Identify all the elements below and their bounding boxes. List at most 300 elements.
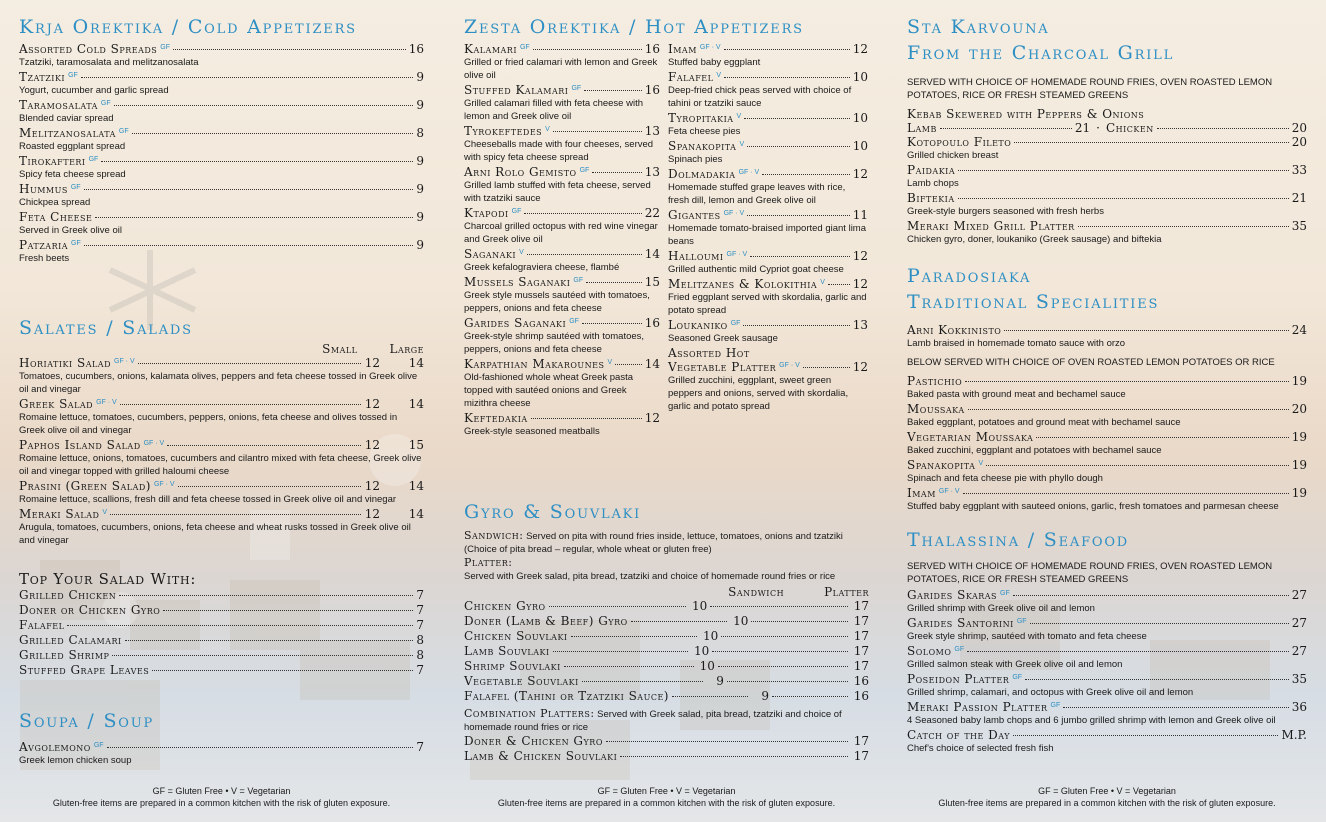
sandwich-header: Sandwich bbox=[728, 585, 785, 599]
item-name: Avgolemono bbox=[19, 740, 91, 754]
menu-item bbox=[668, 346, 868, 413]
item-price: 10 bbox=[852, 139, 868, 153]
item-price: 14 bbox=[644, 357, 660, 371]
leader bbox=[112, 655, 413, 656]
menu-item bbox=[19, 98, 424, 125]
footer-right bbox=[907, 785, 1307, 809]
traditional-section bbox=[907, 263, 1307, 514]
item-name: Stuffed Kalamari bbox=[464, 83, 569, 97]
footer-middle bbox=[464, 785, 869, 809]
menu-item bbox=[464, 247, 660, 274]
diet-tag: GF bbox=[100, 100, 111, 107]
footer-notice: Gluten-free items are prepared in a common kitchen with the risk of gluten exposure. bbox=[938, 798, 1276, 808]
item-price: 35 bbox=[1291, 219, 1307, 233]
item-name: Karpathian Makarounes bbox=[464, 357, 605, 371]
item-name: Pastichio bbox=[907, 374, 963, 388]
menu-item bbox=[668, 42, 868, 69]
item-price: 10 bbox=[852, 111, 868, 125]
menu-item-row bbox=[19, 479, 424, 493]
menu-item-row bbox=[19, 98, 424, 112]
item-description: Chickpea spread bbox=[19, 197, 91, 208]
menu-item-row bbox=[907, 616, 1307, 630]
leader bbox=[584, 90, 642, 91]
diet-tag: GF bbox=[70, 184, 81, 191]
diet-tag: GF bbox=[93, 742, 104, 749]
price-platter: 17 bbox=[853, 629, 870, 643]
menu-item-row bbox=[464, 42, 660, 56]
item-price: 9 bbox=[416, 154, 424, 168]
menu-item-row bbox=[464, 165, 660, 179]
item-price: 7 bbox=[416, 740, 424, 754]
section-title-2: Traditional Specialities bbox=[907, 291, 1160, 313]
price-platter: 16 bbox=[853, 674, 870, 688]
leader bbox=[986, 465, 1289, 466]
price-platter: 17 bbox=[853, 659, 870, 673]
item-description: Charcoal grilled octopus with red wine vinegar and Greek olive oil bbox=[464, 221, 658, 245]
item-description: Baked zucchini, eggplant and potatoes with bechamel sauce bbox=[907, 445, 1162, 456]
price-small: 12 bbox=[364, 438, 380, 452]
item-description: 4 Seasoned baby lamb chops and 6 jumbo grilled shrimp with lemon and Greek olive oil bbox=[907, 715, 1276, 726]
leader bbox=[81, 77, 414, 78]
leader bbox=[727, 681, 848, 682]
menu-item bbox=[907, 219, 1307, 246]
item-name: Kotopoulo Fileto bbox=[907, 135, 1012, 149]
seafood-note: SERVED WITH CHOICE OF HOMEMADE ROUND FRIES, OVEN ROASTED LEMON POTATOES, RICE OR FRESH STEAMED GREENS bbox=[907, 561, 1273, 585]
item-description: Greek style shrimp, sautéed with tomato and feta cheese bbox=[907, 631, 1147, 642]
menu-item-row bbox=[19, 507, 424, 521]
item-price: 9 bbox=[416, 98, 424, 112]
kebab-label: Kebab Skewered with Peppers & Onions bbox=[907, 107, 1145, 121]
leader bbox=[582, 323, 642, 324]
item-price: 21 bbox=[1291, 191, 1307, 205]
sandwich-note: (Choice of pita bread – regular, whole wheat or gluten free) bbox=[464, 544, 712, 555]
item-description: Stuffed baby eggplant with sauteed onions, garlic, fresh tomatoes and parmesan cheese bbox=[907, 501, 1279, 512]
menu-item bbox=[464, 599, 869, 613]
item-price: 20 bbox=[1291, 402, 1307, 416]
item-name: Garides Saganaki bbox=[464, 316, 567, 330]
item-name: Lamb Souvlaki bbox=[464, 644, 550, 658]
price-large: 14 bbox=[408, 507, 424, 521]
leader bbox=[724, 77, 850, 78]
diet-tag: V bbox=[978, 460, 984, 467]
menu-item bbox=[907, 163, 1307, 190]
diet-tag: GF · V bbox=[153, 481, 175, 488]
item-description: Grilled calamari filled with feta cheese with lemon and Greek olive oil bbox=[464, 98, 643, 122]
menu-item bbox=[464, 734, 869, 748]
menu-item-row bbox=[464, 674, 869, 688]
menu-item-row bbox=[907, 430, 1307, 444]
diet-tag: GF bbox=[160, 44, 170, 51]
item-description: Old-fashioned whole wheat Greek pasta topped with sautéed onions and Greek mizithra cheese bbox=[464, 372, 633, 409]
leader bbox=[743, 325, 849, 326]
menu-item bbox=[668, 318, 868, 345]
item-name: Imam bbox=[907, 486, 936, 500]
menu-item-row bbox=[668, 360, 868, 374]
item-name: Mussels Saganaki bbox=[464, 275, 571, 289]
item-name: Keftedakia bbox=[464, 411, 528, 425]
item-name: Falafel bbox=[19, 618, 65, 632]
item-price: 7 bbox=[416, 663, 424, 677]
item-price: 12 bbox=[852, 360, 868, 374]
item-description: Greek-style burgers seasoned with fresh herbs bbox=[907, 206, 1104, 217]
menu-item-row bbox=[19, 663, 424, 677]
item-description: Grilled authentic mild Cypriot goat cheese bbox=[668, 264, 844, 275]
column-middle bbox=[464, 0, 869, 822]
menu-item bbox=[464, 42, 660, 82]
menu-item-row bbox=[907, 163, 1307, 177]
leader bbox=[167, 445, 361, 446]
leader bbox=[744, 118, 850, 119]
item-name: Tyrokeftedes bbox=[464, 124, 543, 138]
item-name: Stuffed Grape Leaves bbox=[19, 663, 150, 677]
item-price: 27 bbox=[1291, 644, 1307, 658]
item-name: Spanakopita bbox=[907, 458, 976, 472]
menu-item-row bbox=[668, 70, 868, 84]
item-name: Garides Skaras bbox=[907, 588, 998, 602]
kebab-chicken: Chicken bbox=[1105, 121, 1154, 135]
menu-item-row bbox=[907, 458, 1307, 472]
menu-item bbox=[19, 507, 424, 547]
price-sandwich: 10 bbox=[699, 659, 715, 673]
leader bbox=[940, 128, 1072, 129]
menu-item-row bbox=[19, 438, 424, 452]
item-name: Meraki Mixed Grill Platter bbox=[907, 219, 1075, 233]
item-price: 12 bbox=[852, 249, 868, 263]
menu-item-row bbox=[19, 603, 424, 617]
menu-item-row bbox=[19, 42, 424, 56]
menu-item-row bbox=[464, 599, 869, 613]
item-name: Imam bbox=[668, 42, 697, 56]
menu-item bbox=[668, 111, 868, 138]
leader bbox=[721, 636, 848, 637]
leader bbox=[553, 651, 689, 652]
menu-item-row bbox=[464, 316, 660, 330]
leader bbox=[582, 681, 703, 682]
price-small: 12 bbox=[364, 479, 380, 493]
menu-item-row bbox=[19, 618, 424, 632]
diet-tag: GF bbox=[1012, 674, 1023, 681]
menu-item-row bbox=[907, 191, 1307, 205]
diet-tag: GF bbox=[571, 85, 582, 92]
menu-item-row bbox=[668, 167, 868, 181]
item-price: 16 bbox=[408, 42, 424, 56]
menu-item bbox=[464, 644, 869, 658]
leader bbox=[1030, 623, 1289, 624]
leader bbox=[114, 105, 414, 106]
price-small: 12 bbox=[364, 356, 380, 370]
diet-tag: GF bbox=[573, 277, 584, 284]
item-name: Horiatiki Salad bbox=[19, 356, 111, 370]
price-sandwich: 9 bbox=[761, 689, 769, 703]
price-small: 12 bbox=[364, 507, 380, 521]
item-price: 33 bbox=[1291, 163, 1307, 177]
menu-item bbox=[19, 397, 424, 437]
menu-item bbox=[464, 124, 660, 164]
footer-notice: Gluten-free items are prepared in a common kitchen with the risk of gluten exposure. bbox=[497, 798, 836, 808]
item-price: 7 bbox=[416, 603, 424, 617]
footer-notice: Gluten-free items are prepared in a common kitchen with the risk of gluten exposure. bbox=[52, 798, 391, 808]
menu-item bbox=[907, 728, 1307, 755]
menu-item bbox=[464, 674, 869, 688]
item-price: 9 bbox=[416, 182, 424, 196]
menu-item bbox=[907, 402, 1307, 429]
menu-item bbox=[907, 486, 1307, 513]
menu-item bbox=[464, 749, 869, 763]
column-right bbox=[907, 0, 1307, 822]
menu-item bbox=[19, 588, 424, 602]
price-platter: 17 bbox=[853, 644, 869, 658]
cold-appetizers-section bbox=[19, 14, 424, 266]
diet-tag: GF bbox=[730, 320, 741, 327]
footer-legend: GF = Gluten Free • V = Vegetarian bbox=[597, 786, 736, 796]
menu-item bbox=[668, 249, 868, 276]
leader bbox=[533, 49, 642, 50]
item-name: Chicken Gyro bbox=[464, 599, 546, 613]
item-name: Halloumi bbox=[668, 249, 724, 263]
menu-item-row bbox=[19, 356, 424, 370]
menu-item-row bbox=[668, 139, 868, 153]
menu-item-row bbox=[907, 486, 1307, 500]
item-name: Doner or Chicken Gyro bbox=[19, 603, 161, 617]
diet-tag: GF · V bbox=[114, 358, 135, 365]
leader bbox=[1013, 595, 1289, 596]
price-platter: 17 bbox=[853, 599, 869, 613]
item-name: Patzaria bbox=[19, 238, 69, 252]
toppings-title: Top Your Salad With: bbox=[19, 570, 197, 588]
leader bbox=[178, 486, 361, 487]
item-name: Vegetarian Moussaka bbox=[907, 430, 1034, 444]
item-name: Garides Santorini bbox=[907, 616, 1014, 630]
item-price: 20 bbox=[1291, 135, 1307, 149]
diet-tag: V bbox=[820, 279, 825, 286]
diet-tag: V bbox=[607, 359, 613, 366]
item-price: 19 bbox=[1291, 486, 1307, 500]
menu-item bbox=[464, 165, 660, 205]
menu-item-row bbox=[907, 402, 1307, 416]
diet-tag: GF · V bbox=[723, 210, 745, 217]
item-name: Doner & Chicken Gyro bbox=[464, 734, 603, 748]
menu-item-row bbox=[464, 357, 660, 371]
item-description: Spinach pies bbox=[668, 154, 723, 165]
item-description: Romaine lettuce, scallions, fresh dill and feta cheese tossed in Greek olive oil and vinegar bbox=[19, 494, 397, 505]
leader bbox=[710, 606, 848, 607]
trad-note: BELOW SERVED WITH CHOICE OF OVEN ROASTED LEMON POTATOES OR RICE bbox=[907, 357, 1275, 368]
diet-tag: V bbox=[739, 141, 745, 148]
price-sandwich: 9 bbox=[716, 674, 724, 688]
charcoal-grill-section bbox=[907, 14, 1307, 247]
item-name: Paphos Island Salad bbox=[19, 438, 141, 452]
diet-tag: GF bbox=[68, 72, 78, 79]
leader bbox=[95, 217, 413, 218]
item-name: Vegetable Platter bbox=[668, 360, 777, 374]
menu-item-row bbox=[464, 206, 660, 220]
price-sandwich: 10 bbox=[691, 599, 708, 613]
diet-tag: GF bbox=[579, 167, 590, 174]
item-name: Kalamari bbox=[464, 42, 517, 56]
sandwich-label: Sandwich: bbox=[464, 529, 524, 542]
item-price: M.P. bbox=[1281, 728, 1307, 742]
menu-item-row bbox=[19, 588, 424, 602]
menu-item bbox=[907, 458, 1307, 485]
menu-item bbox=[464, 275, 660, 315]
menu-item-row bbox=[668, 277, 868, 291]
lamb-price: 21 bbox=[1074, 121, 1091, 135]
leader bbox=[1078, 226, 1289, 227]
price-sandwich: 10 bbox=[733, 614, 749, 628]
item-description: Seasoned Greek sausage bbox=[668, 333, 778, 344]
item-price: 13 bbox=[852, 318, 868, 332]
menu-item-row bbox=[19, 397, 424, 411]
menu-item-row bbox=[19, 210, 424, 224]
menu-item bbox=[19, 603, 424, 617]
leader bbox=[967, 651, 1289, 652]
leader bbox=[163, 610, 413, 611]
leader bbox=[84, 245, 414, 246]
combo-desc: Served with Greek salad, pita bread, tzatziki and choice of homemade round fries or rice bbox=[464, 709, 842, 733]
menu-item bbox=[464, 357, 660, 410]
item-prefix: Assorted Hot bbox=[668, 346, 750, 360]
kebab-lamb: Lamb bbox=[907, 121, 937, 135]
item-price: 27 bbox=[1291, 616, 1307, 630]
item-price: 22 bbox=[644, 206, 660, 220]
menu-item bbox=[907, 700, 1307, 727]
menu-item-row bbox=[464, 689, 869, 703]
soup-section bbox=[19, 708, 424, 768]
item-name: Chicken Souvlaki bbox=[464, 629, 568, 643]
item-price: 9 bbox=[416, 238, 424, 252]
menu-item bbox=[464, 689, 869, 703]
item-price: 13 bbox=[644, 165, 660, 179]
leader bbox=[724, 49, 850, 50]
sandwich-desc: Served on pita with round fries inside, lettuce, tomatoes, onions and tzatziki bbox=[526, 531, 843, 542]
item-price: 8 bbox=[416, 126, 424, 140]
menu-item-row bbox=[464, 83, 660, 97]
item-description: Chef's choice of selected fresh fish bbox=[907, 743, 1054, 754]
leader bbox=[762, 174, 850, 175]
item-description: Greek style mussels sautéed with tomatoes, peppers, onions and feta cheese bbox=[464, 290, 650, 314]
item-price: 11 bbox=[852, 208, 868, 222]
menu-item-row bbox=[464, 614, 869, 628]
item-description: Fried eggplant served with skordalia, garlic and potato spread bbox=[668, 292, 867, 316]
menu-item-row bbox=[19, 648, 424, 662]
item-price: 19 bbox=[1291, 430, 1307, 444]
menu-item-row bbox=[464, 734, 869, 748]
menu-item bbox=[907, 323, 1307, 350]
item-price: 36 bbox=[1291, 700, 1307, 714]
item-description: Tomatoes, cucumbers, onions, kalamata olives, peppers and feta cheese tossed in Greek olive oil and vinegar bbox=[19, 371, 418, 395]
section-title: Soupa / Soup bbox=[19, 710, 155, 732]
item-name: Grilled Calamari bbox=[19, 633, 122, 647]
menu-item-row bbox=[19, 740, 424, 754]
leader bbox=[138, 363, 361, 364]
menu-item-row bbox=[668, 111, 868, 125]
diet-tag: V bbox=[716, 72, 722, 79]
menu-item bbox=[907, 191, 1307, 218]
item-name: Biftekia bbox=[907, 191, 955, 205]
item-name: Falafel (Tahini or Tzatziki Sauce) bbox=[464, 689, 669, 703]
leader bbox=[963, 493, 1289, 494]
menu-item bbox=[19, 210, 424, 237]
menu-item-row bbox=[464, 749, 869, 763]
price-sandwich: 10 bbox=[694, 644, 710, 658]
price-large: 14 bbox=[408, 397, 424, 411]
item-description: Served in Greek olive oil bbox=[19, 225, 122, 236]
leader bbox=[84, 189, 414, 190]
menu-item bbox=[668, 208, 868, 248]
item-price: 8 bbox=[416, 633, 424, 647]
item-name: Gigantes bbox=[668, 208, 721, 222]
section-title-1: Paradosiaka bbox=[907, 265, 1032, 287]
menu-item bbox=[19, 182, 424, 209]
menu-item-row bbox=[464, 275, 660, 289]
leader bbox=[119, 595, 413, 596]
menu-item bbox=[907, 430, 1307, 457]
diet-tag: GF · V bbox=[779, 362, 800, 369]
item-description: Grilled zucchini, eggplant, sweet green peppers and onions, served with skordalia, garlic and potato spread bbox=[668, 375, 849, 412]
footer-legend: GF = Gluten Free • V = Vegetarian bbox=[1038, 786, 1176, 796]
diet-tag: GF bbox=[1050, 702, 1061, 709]
diet-tag: GF · V bbox=[726, 251, 748, 258]
seafood-section bbox=[907, 527, 1307, 756]
menu-item bbox=[19, 238, 424, 265]
leader bbox=[173, 49, 406, 50]
item-price: 10 bbox=[852, 70, 868, 84]
chicken-price: 20 bbox=[1291, 121, 1308, 135]
leader bbox=[965, 381, 1289, 382]
leader bbox=[1014, 142, 1288, 143]
item-name: Falafel bbox=[668, 70, 714, 84]
menu-item bbox=[668, 139, 868, 166]
leader bbox=[110, 514, 361, 515]
item-name: Feta Cheese bbox=[19, 210, 93, 224]
leader bbox=[631, 621, 728, 622]
diet-tag: GF bbox=[71, 240, 81, 247]
item-name: Grilled Shrimp bbox=[19, 648, 110, 662]
leader bbox=[571, 636, 698, 637]
item-name: Doner (Lamb & Beef) Gyro bbox=[464, 614, 628, 628]
separator-dot: · bbox=[1096, 121, 1100, 135]
leader bbox=[751, 621, 848, 622]
diet-tag: GF · V bbox=[699, 44, 721, 51]
section-title: Salates / Salads bbox=[19, 317, 193, 339]
item-description: Roasted eggplant spread bbox=[19, 141, 126, 152]
salads-section bbox=[19, 315, 424, 548]
price-large: 14 bbox=[408, 356, 424, 370]
leader bbox=[1063, 707, 1288, 708]
menu-item-row bbox=[19, 633, 424, 647]
platter-label: Platter: bbox=[464, 556, 513, 569]
leader bbox=[747, 146, 850, 147]
item-description: Tzatziki, taramosalata and melitzanosalata bbox=[19, 57, 199, 68]
menu-item-row bbox=[19, 238, 424, 252]
menu-item bbox=[19, 42, 424, 69]
menu-item-row bbox=[907, 219, 1307, 233]
menu-item bbox=[19, 126, 424, 153]
diet-tag: GF bbox=[1016, 618, 1027, 625]
leader bbox=[1025, 679, 1289, 680]
menu-item-row bbox=[668, 42, 868, 56]
item-price: 14 bbox=[644, 247, 660, 261]
item-price: 12 bbox=[852, 167, 868, 181]
leader bbox=[592, 172, 641, 173]
section-title: Gyro & Souvlaki bbox=[464, 501, 642, 523]
item-name: Tirokafteri bbox=[19, 154, 86, 168]
item-name: Vegetable Souvlaki bbox=[464, 674, 579, 688]
menu-item bbox=[464, 316, 660, 356]
item-name: Moussaka bbox=[907, 402, 965, 416]
item-price: 19 bbox=[1291, 374, 1307, 388]
item-name: Dolmadakia bbox=[668, 167, 736, 181]
